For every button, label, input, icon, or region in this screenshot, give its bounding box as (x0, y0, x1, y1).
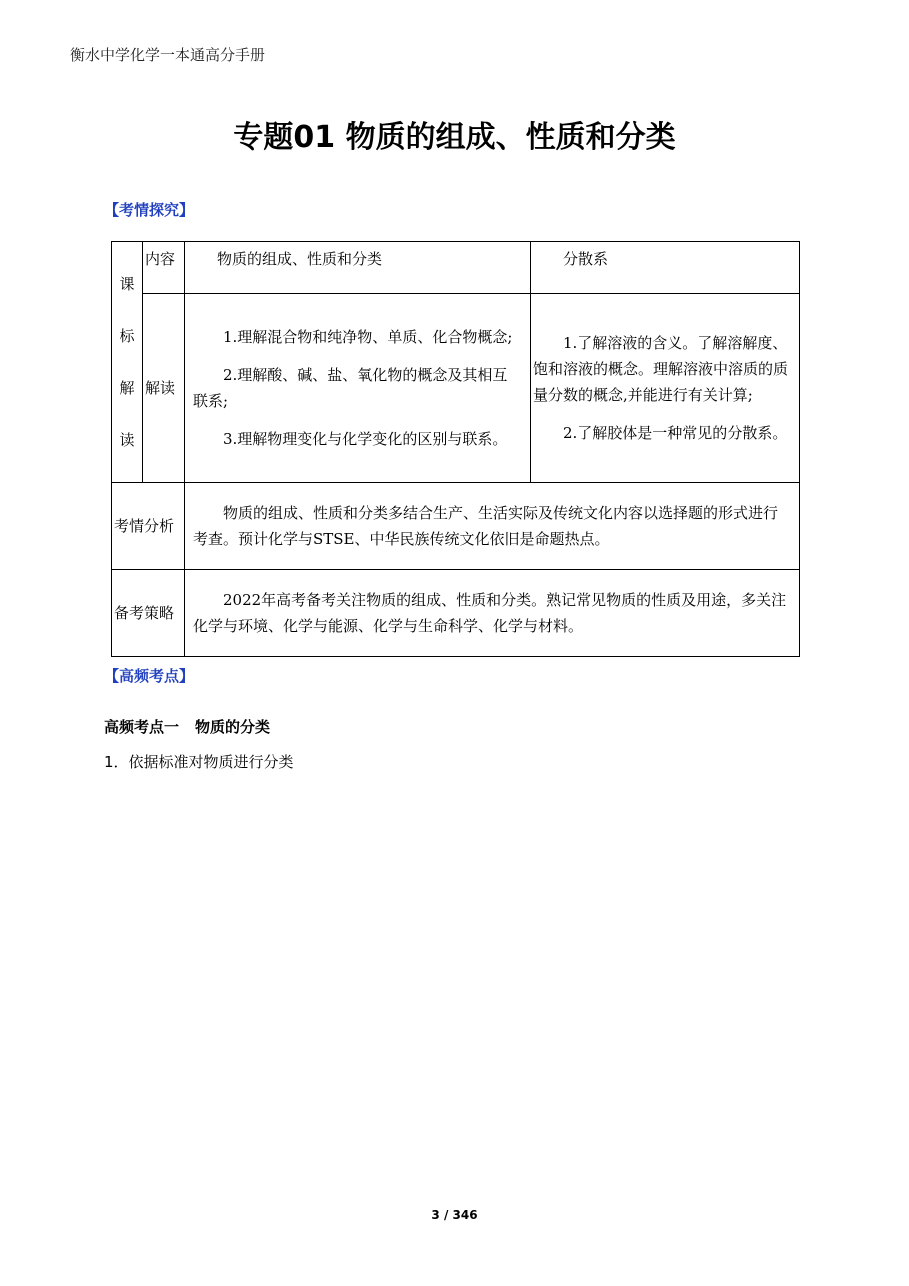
vertical-char: 课 (119, 275, 135, 293)
topic-number: 高频考点一 (104, 718, 180, 736)
vertical-char: 标 (119, 327, 135, 345)
table-row (112, 570, 800, 657)
prep-strategy-text: 2022年高考备考关注物质的组成、性质和分类。熟记常见物质的性质及用途，多关注化学与环境、化学与能源、化学与生命科学、化学与材料。 (185, 570, 800, 657)
running-header: 衡水中学化学一本通高分手册 (70, 46, 266, 64)
table-row (112, 242, 800, 294)
interpretation-item: 1.了解溶液的含义。了解溶解度、饱和溶液的概念。理解溶液中溶质的质量分数的概念,并能进行有关计算; (533, 334, 789, 404)
row-label-prep-strategy: 备考策略 (112, 570, 185, 657)
curriculum-reading-header (112, 242, 143, 483)
vertical-char: 解 (119, 379, 135, 397)
list-item: 1．依据标准对物质进行分类 (104, 753, 294, 771)
interpretation-composition (185, 294, 531, 483)
interpretation-item: 2.了解胶体是一种常见的分散系。 (563, 424, 788, 442)
table-row (112, 294, 800, 483)
section-label-exam-analysis: 【考情探究】 (104, 201, 195, 219)
row-label-content: 内容 (143, 242, 185, 294)
content-col-composition: 物质的组成、性质和分类 (185, 242, 531, 294)
row-label-exam-analysis: 考情分析 (112, 483, 185, 570)
content-col-dispersion: 分散系 (531, 242, 800, 294)
interpretation-item: 3.理解物理变化与化学变化的区别与联系。 (223, 430, 508, 448)
curriculum-table (111, 241, 800, 657)
table-row (112, 483, 800, 570)
exam-analysis-text: 物质的组成、性质和分类多结合生产、生活实际及传统文化内容以选择题的形式进行考查。预计化学与STSE、中华民族传统文化依旧是命题热点。 (185, 483, 800, 570)
page-title: 专题01 物质的组成、性质和分类 (233, 120, 676, 155)
interpretation-dispersion (531, 294, 800, 483)
page-number: 3 / 346 (431, 1208, 478, 1222)
interpretation-item: 1.理解混合物和纯净物、单质、化合物概念; (223, 328, 513, 346)
topic-name: 物质的分类 (195, 718, 271, 736)
section-label-high-frequency: 【高频考点】 (104, 667, 195, 685)
vertical-char: 读 (119, 431, 135, 449)
interpretation-item: 2.理解酸、碱、盐、氧化物的概念及其相互联系; (193, 366, 508, 410)
row-label-interpretation: 解读 (143, 294, 185, 483)
topic-heading (104, 716, 270, 737)
